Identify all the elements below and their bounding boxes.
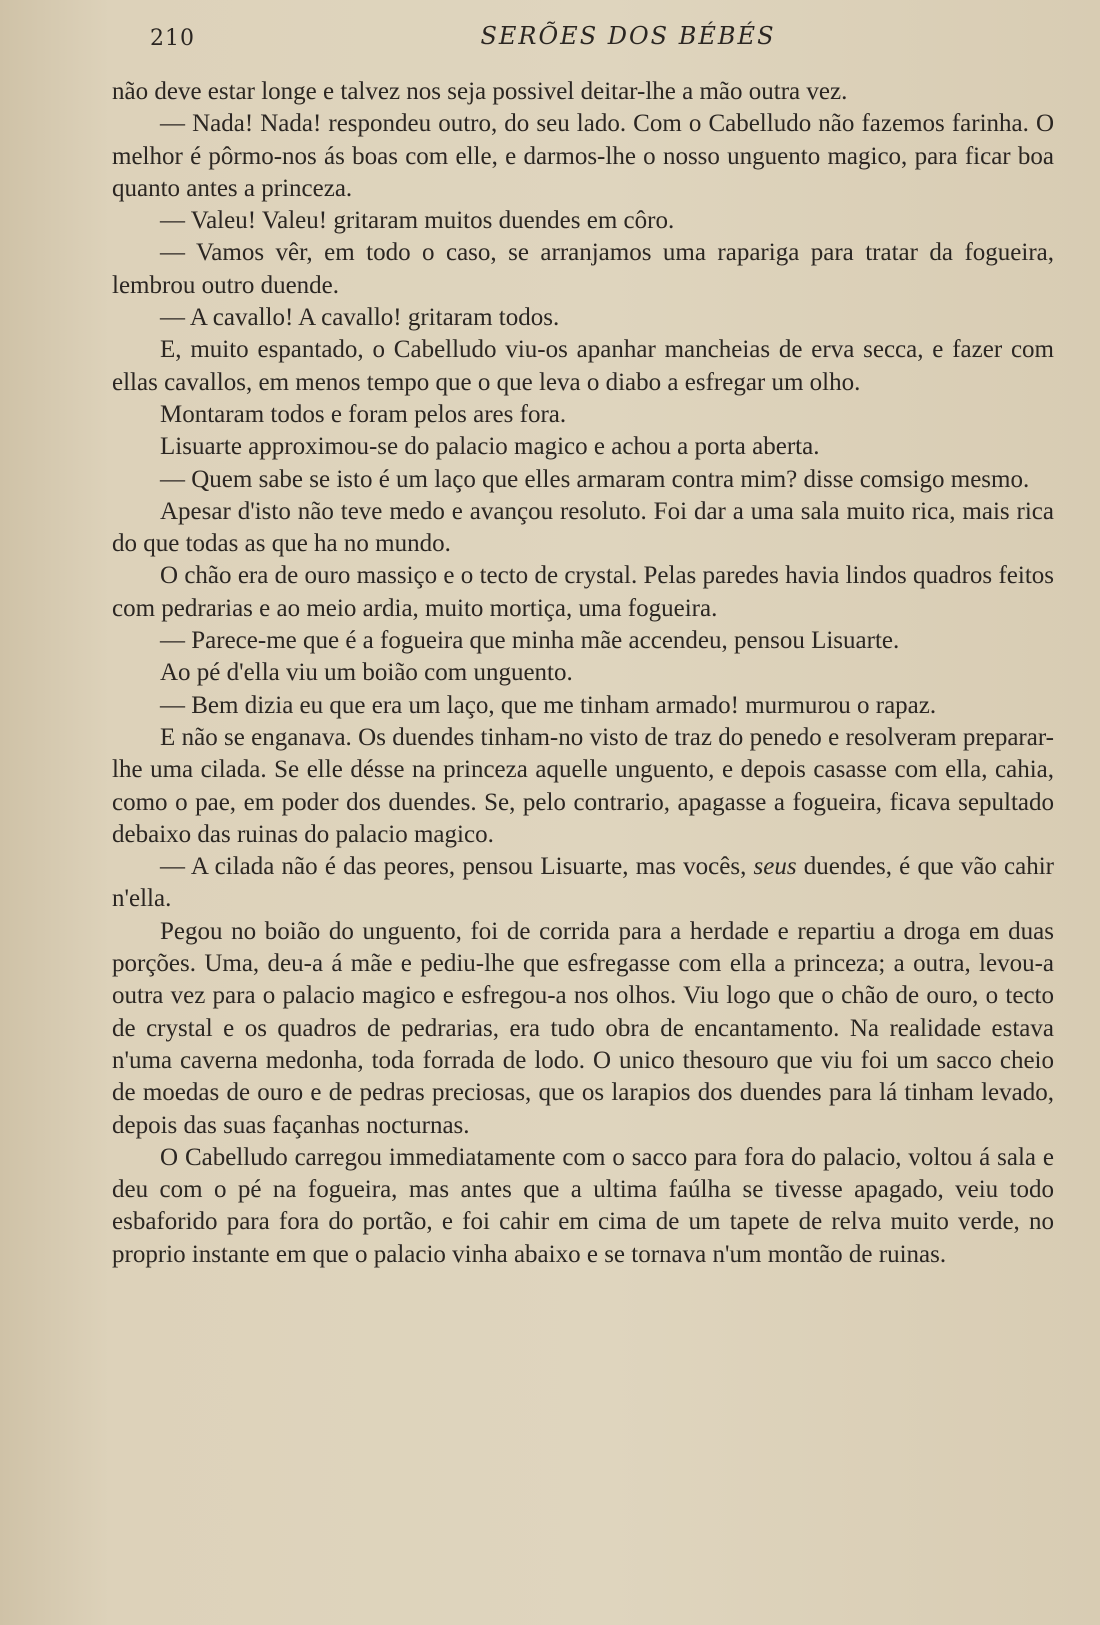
running-head [112,18,1054,76]
paragraph: Lisuarte approximou-se do palacio magico e achou a porta aberta. [160,433,820,461]
paragraph: — A cavallo! A cavallo! gritaram todos. [160,304,560,332]
paragraph: — Quem sabe se isto é um laço que elles armaram contra mim? disse comsigo mesmo. [160,465,1030,493]
paragraph: — Parece-me que é a fogueira que minha mãe accendeu, pensou Lisuarte. [160,627,900,655]
paragraph: E não se enganava. Os duendes tinham-no visto de traz do penedo e resolveram preparar-lhe uma cilada. Se elle désse na princeza aquelle unguento, e depois casasse com ella, cahia, como o pae, em poder dos duendes. Se, pelo contrario, apagasse a fogueira, ficava sepultado debaixo das ruinas do palacio magico. [112,723,1054,848]
paragraph: não deve estar longe e talvez nos seja possivel deitar-lhe a mão outra vez. [112,78,848,105]
paragraph: — Bem dizia eu que era um laço, que me tinham armado! murmurou o rapaz. [160,691,937,719]
paragraph: Montaram todos e foram pelos ares fora. [160,400,567,428]
paragraph: Pegou no boião do unguento, foi de corrida para a herdade e repartiu a droga em duas porções. Uma, deu-a á mãe e pediu-lhe que esfregasse com ella a princeza; a outra, levou-a outra vez para o palacio magico e esfregou-a nos olhos. Viu logo que o chão de ouro, o tecto de crystal e os quadros de pedrarias, era tudo obra de encantamento. Na realidade estava n'uma caverna medonha, toda forrada de lodo. O unico thesouro que viu foi um sacco cheio de moedas de ouro e de pedras preciosas, que os larapios dos duendes para lá tinham levado, depois das suas façanhas nocturnas. [112,917,1054,1139]
paragraph: Ao pé d'ella viu um boião com unguento. [160,659,573,687]
running-title: SERÕES DOS BÉBÉS [480,22,776,50]
paragraph: — Valeu! Valeu! gritaram muitos duendes em côro. [160,207,675,235]
paragraph: Apesar d'isto não teve medo e avançou resoluto. Foi dar a uma sala muito rica, mais rica do que todas as que ha no mundo. [112,497,1054,558]
paragraph [112,851,1054,916]
paragraph: O chão era de ouro massiço e o tecto de crystal. Pelas paredes havia lindos quadros feitos com pedrarias e ao meio ardia, muito mortiça, uma fogueira. [112,562,1054,622]
body-text [112,76,1054,1271]
italic-word: seus [753,853,797,881]
paragraph: — Nada! Nada! respondeu outro, do seu lado. Com o Cabelludo não fazemos farinha. O melhor é pôrmo-nos ás boas com elle, e darmos-lhe o nosso unguento magico, para ficar boa quanto antes a princeza. [112,110,1054,202]
paragraph: E, muito espantado, o Cabelludo viu-os apanhar mancheias de erva secca, e fazer com ellas cavallos, em menos tempo que o que leva o diabo a esfregar um olho. [112,336,1054,396]
page-number: 210 [150,26,195,51]
paragraph-text: duendes, é que vão cahir n'ella. [112,853,1054,913]
paragraph: — Vamos vêr, em todo o caso, se arranjamos uma rapariga para tratar da fogueira, lembrou outro duende. [112,239,1054,299]
paragraph-text: — A cilada não é das peores, pensou Lisuarte, mas vocês, [160,853,754,881]
paragraph: O Cabelludo carregou immediatamente com o sacco para fora do palacio, voltou á sala e deu com o pé na fogueira, mas antes que a ultima faúlha se tivesse apagado, veiu todo esbaforido para fora do portão, e foi cahir em cima de um tapete de relva muito verde, no proprio instante em que o palacio vinha abaixo e se tornava n'um montão de ruinas. [112,1143,1054,1268]
